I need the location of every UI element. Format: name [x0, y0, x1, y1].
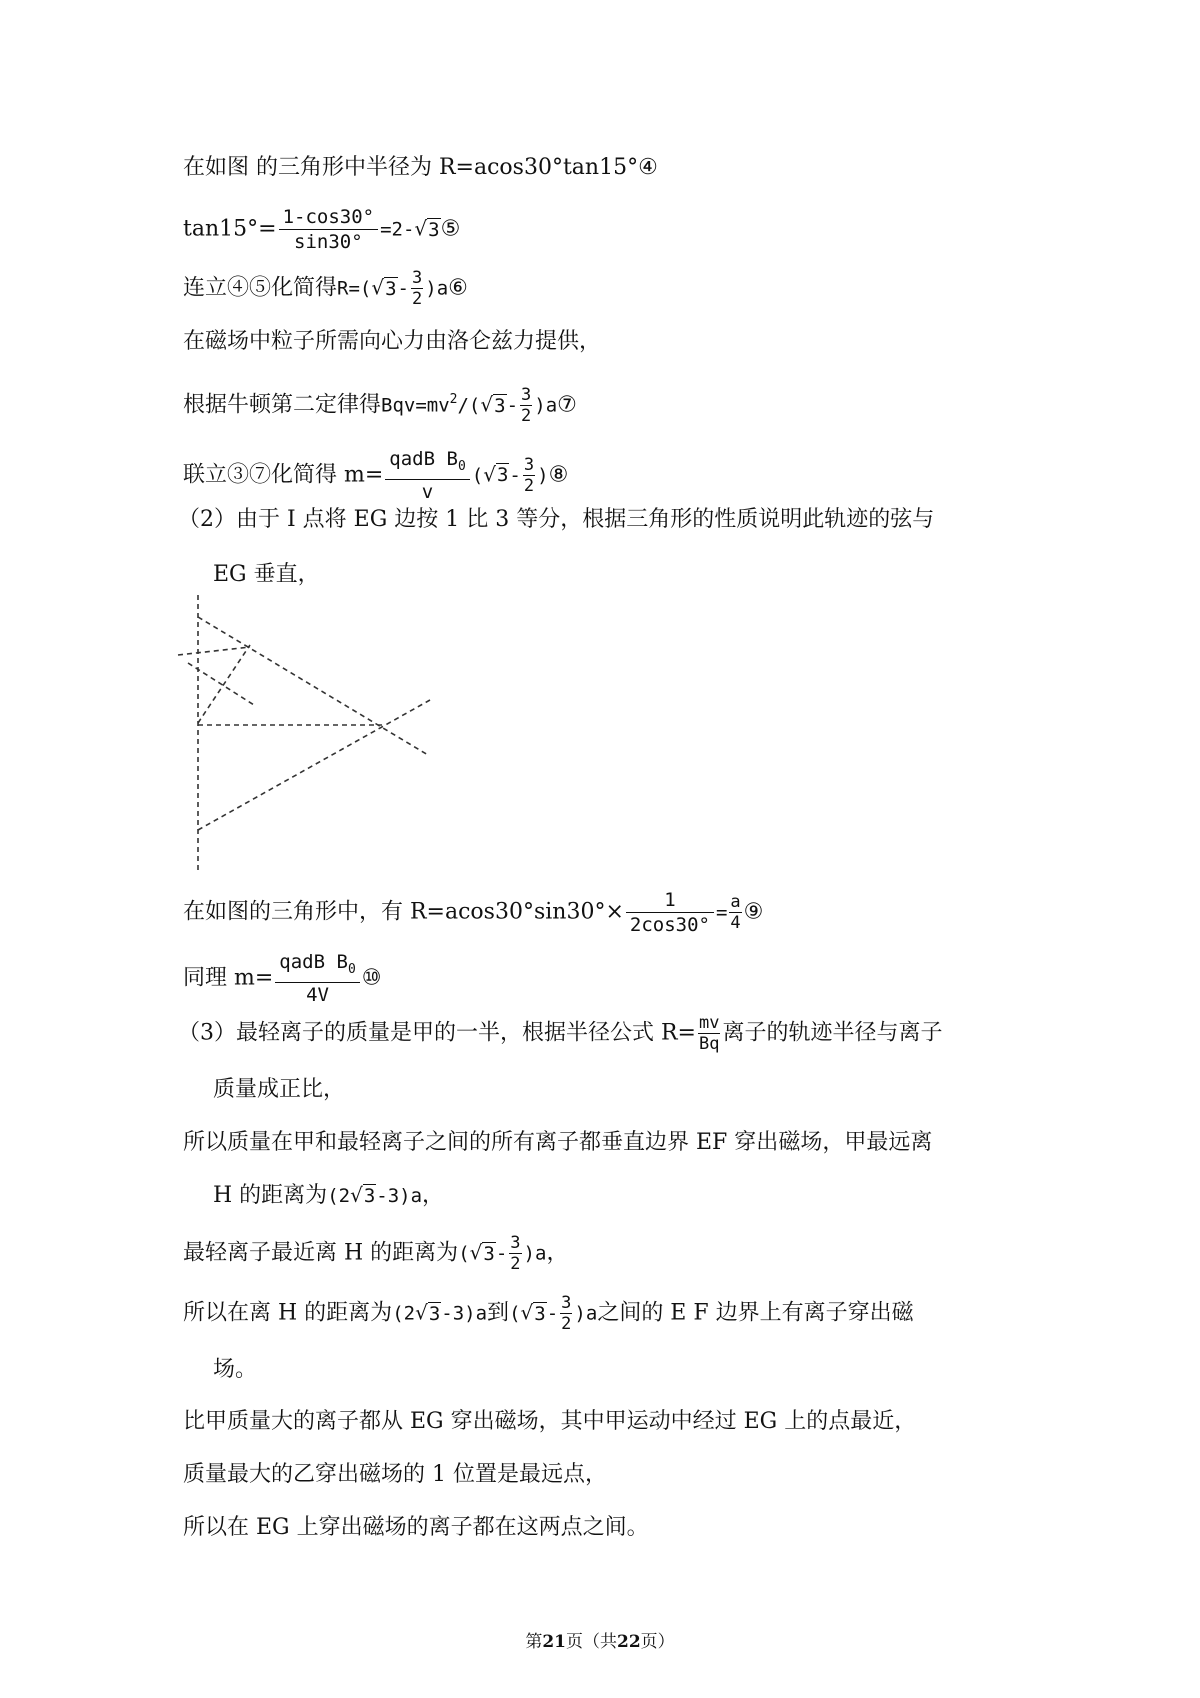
line-newton: 根据牛顿第二定律得$Bqv=mv^2/(√3-$ $\frac{3}{2}$ )a⑦ [183, 385, 577, 426]
dashed-line-chord [198, 645, 250, 723]
line-simplify-R: 连立④⑤化简得R=(√3- $\frac{3}{2}$ )a⑥ [183, 268, 468, 309]
line-part3: （3）最轻离子的质量是甲的一半，根据半径公式 R= $\frac{mv}{Bq}$ 离子的轨迹半径与离子 [178, 1013, 943, 1054]
dashed-line-left-a [178, 647, 250, 655]
page-footer: 第21页（共22页） [525, 1632, 675, 1652]
line-part3-cont: 质量成正比， [213, 1077, 346, 1102]
line-radius-part2: 在如图的三角形中，有 R=acos30°sin30°× $\frac{1}{2\cos 30^\circ}$ = $\frac{a}{4}$ ⑨ [183, 889, 764, 936]
dashed-line-top [198, 617, 428, 755]
line-ef-boundary: 所以质量在甲和最轻离子之间的所有离子都垂直边界 EF 穿出磁场，甲最远离 [183, 1130, 933, 1155]
line-conclusion: 所以在 EG 上穿出磁场的离子都在这两点之间。 [183, 1515, 649, 1540]
geometry-figure [150, 575, 450, 875]
line-farthest-distance: H 的距离为(2√3-3)a， [213, 1183, 445, 1208]
line-part2: （2）由于 I 点将 EG 边按 1 比 3 等分，根据三角形的性质说明此轨迹的弦与 [178, 507, 935, 532]
line-nearest-distance: 最轻离子最近离 H 的距离为(√3- $\frac{3}{2}$ )a， [183, 1233, 569, 1274]
tan15-label: tan15°= [183, 216, 277, 242]
dashed-line-lower [198, 700, 430, 830]
sqrt-sign: √ [414, 216, 428, 241]
page-total: 22 [617, 1632, 641, 1652]
line-lorentz: 在磁场中粒子所需向心力由洛仑兹力提供， [183, 329, 602, 354]
line-range-ef-cont: 场。 [213, 1357, 258, 1382]
line-heavier-ions: 比甲质量大的离子都从 EG 穿出磁场，其中甲运动中经过 EG 上的点最近， [183, 1409, 917, 1434]
line-tan15: tan15°= $\frac{1-\cos 30^\circ}{\sin 30^\circ}$ =2-√3⑤ [183, 206, 461, 253]
tan15-fraction: $\frac{1-\cos 30^\circ}{\sin 30^\circ}$ [279, 205, 379, 254]
line-part2-cont: EG 垂直， [213, 562, 320, 587]
line-mass-part2: 同理 m= $\frac{qadB B_0}{4V}$ ⑩ [183, 951, 382, 1006]
line-mass-m: 联立③⑦化简得 m= $\frac{qadB B_0}{v}$ (√3- $\frac{3}{2}$ )⑧ [183, 448, 569, 503]
page-number: 21 [542, 1632, 566, 1652]
line-range-ef: 所以在离 H 的距离为(2√3-3)a到(√3- $\frac{3}{2}$ )a之间的 E F 边界上有离子穿出磁 [183, 1293, 914, 1334]
line-radius-formula: 在如图 的三角形中半径为 R=acos30°tan15°④ [183, 155, 658, 180]
line-heaviest-ion: 质量最大的乙穿出磁场的 1 位置是最远点， [183, 1462, 607, 1487]
